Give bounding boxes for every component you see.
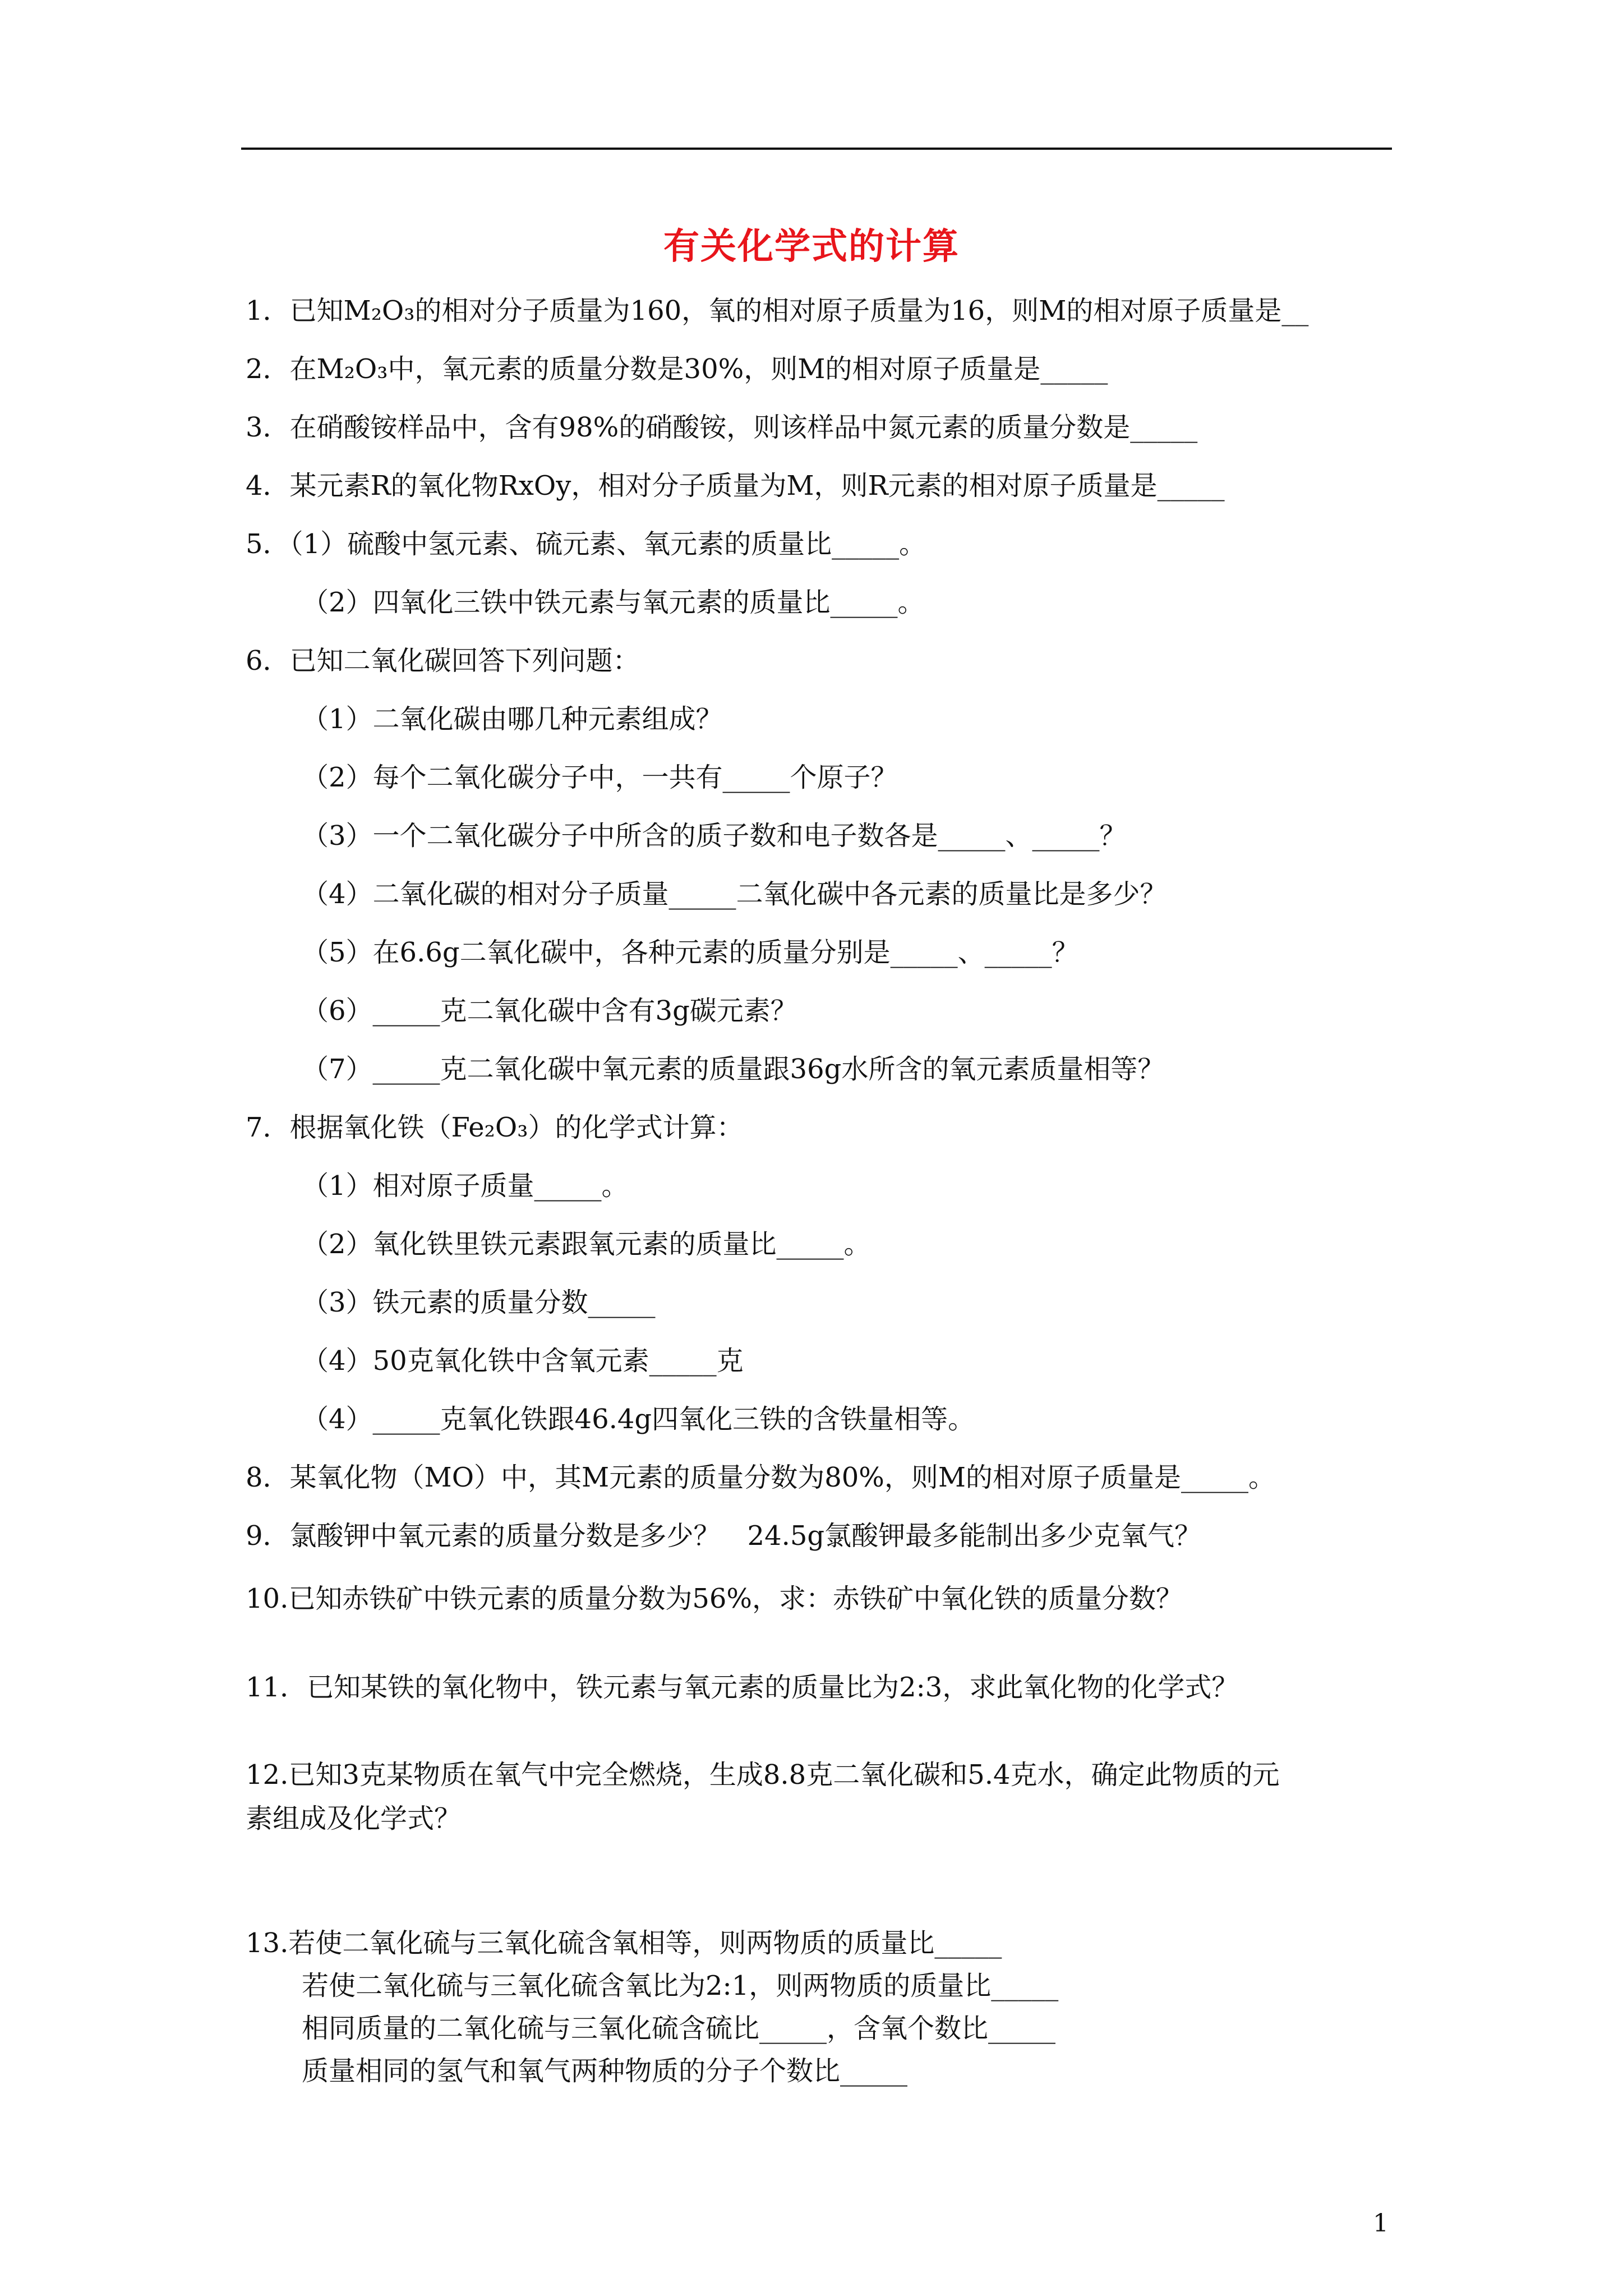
question-2: 2．在M₂O₃中，氧元素的质量分数是30%，则M的相对原子质量是_____ [246, 353, 1108, 385]
question-6: 6．已知二氧化碳回答下列问题： [246, 645, 640, 677]
question-6-2: （2）每个二氧化碳分子中，一共有_____个原子？ [302, 762, 898, 793]
question-8: 8．某氧化物（MO）中，其M元素的质量分数为80%，则M的相对原子质量是_____。 [246, 1462, 1276, 1493]
question-5-2: （2）四氧化三铁中铁元素与氧元素的质量比_____。 [302, 587, 925, 618]
question-7-4: （4）50克氧化铁中含氧元素_____克 [302, 1345, 744, 1377]
question-4: 4．某元素R的氧化物RxOy，相对分子质量为M，则R元素的相对原子质量是_____ [246, 470, 1225, 501]
question-13: 13.若使二氧化硫与三氧化硫含氧相等，则两物质的质量比_____ [246, 1927, 1002, 1959]
question-6-5: （5）在6.6g二氧化碳中，各种元素的质量分别是_____、_____？ [302, 937, 1079, 968]
question-10: 10.已知赤铁矿中铁元素的质量分数为56%，求：赤铁矿中氧化铁的质量分数？ [246, 1583, 1183, 1614]
page-number: 1 [1373, 2209, 1389, 2238]
header-rule [241, 148, 1392, 150]
question-6-6: （6）_____克二氧化碳中含有3g碳元素？ [302, 995, 797, 1027]
question-7-3: （3）铁元素的质量分数_____ [302, 1287, 656, 1318]
question-5: 5．（1）硫酸中氢元素、硫元素、氧元素的质量比_____。 [246, 528, 926, 560]
question-6-4: （4）二氧化碳的相对分子质量_____二氧化碳中各元素的质量比是多少？ [302, 878, 1167, 910]
question-13-4: 质量相同的氢气和氧气两种物质的分子个数比_____ [302, 2055, 908, 2087]
question-7-2: （2）氧化铁里铁元素跟氧元素的质量比_____。 [302, 1228, 871, 1260]
question-3: 3．在硝酸铵样品中，含有98%的硝酸铵，则该样品中氮元素的质量分数是_____ [246, 412, 1198, 443]
document-title: 有关化学式的计算 [663, 226, 960, 268]
question-6-7: （7）_____克二氧化碳中氧元素的质量跟36g水所含的氧元素质量相等？ [302, 1053, 1165, 1085]
question-1: 1．已知M₂O₃的相对分子质量为160，氧的相对原子质量为16，则M的相对原子质量是__ [246, 295, 1309, 326]
question-6-3: （3）一个二氧化碳分子中所含的质子数和电子数各是_____、_____？ [302, 820, 1127, 852]
question-6-1: （1）二氧化碳由哪几种元素组成？ [302, 703, 723, 735]
question-13-2: 若使二氧化硫与三氧化硫含氧比为2:1，则两物质的质量比_____ [302, 1970, 1059, 2001]
question-11: 11．已知某铁的氧化物中，铁元素与氧元素的质量比为2:3，求此氧化物的化学式？ [246, 1672, 1239, 1703]
question-12-continued: 素组成及化学式？ [246, 1803, 462, 1834]
question-9: 9．氯酸钾中氧元素的质量分数是多少？ 24.5g氯酸钾最多能制出多少克氧气？ [246, 1520, 1202, 1552]
question-7: 7．根据氧化铁（Fe₂O₃）的化学式计算： [246, 1112, 744, 1143]
question-12: 12.已知3克某物质在氧气中完全燃烧，生成8.8克二氧化碳和5.4克水，确定此物质的元 [246, 1759, 1280, 1791]
question-7-5: （4）_____克氧化铁跟46.4g四氧化三铁的含铁量相等。 [302, 1404, 975, 1435]
question-7-1: （1）相对原子质量_____。 [302, 1170, 629, 1202]
question-13-3: 相同质量的二氧化硫与三氧化硫含硫比_____，含氧个数比_____ [302, 2013, 1056, 2044]
